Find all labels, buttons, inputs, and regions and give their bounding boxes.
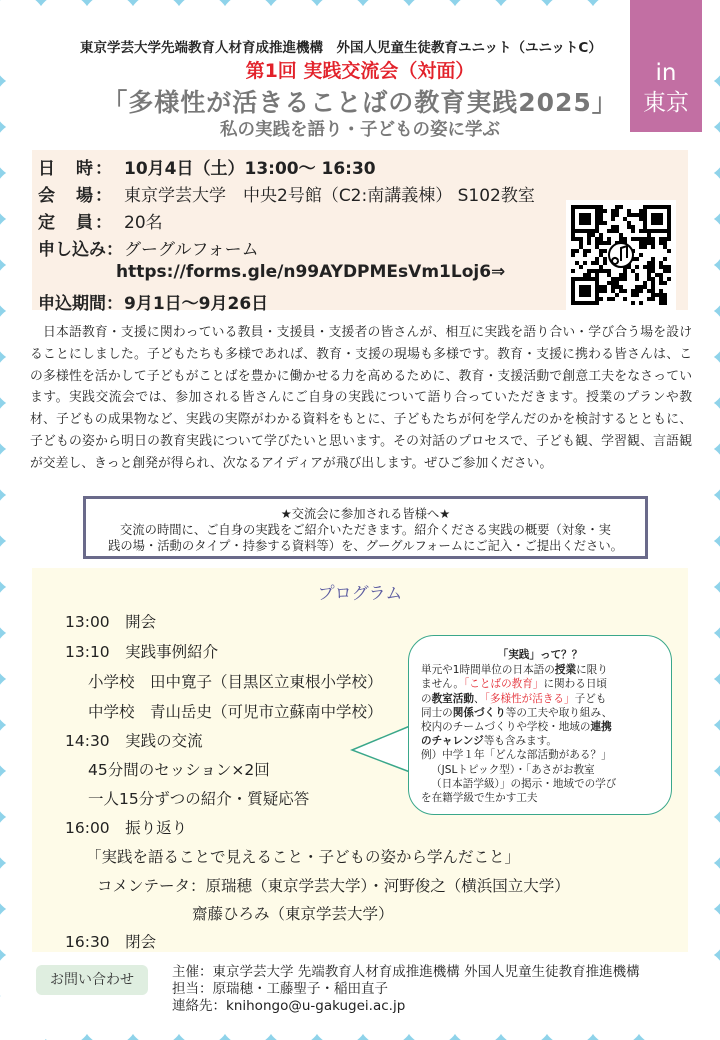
program-item: 小学校 田中寛子（目黒区立東根小学校） <box>88 673 383 691</box>
venue-value: 東京学芸大学 中央2号館（C2:南講義棟） S102教室 <box>124 186 535 206</box>
apply-url-link[interactable]: https://forms.gle/n99AYDPMEsVm1Loj6⇒ <box>116 262 506 282</box>
staff-line: 担当：原瑞穂・工藤聖子・稲田直子 <box>172 981 388 997</box>
speech-bubble-tail <box>350 720 414 780</box>
program-item: コメンテータ：原瑞穂（東京学芸大学）・河野俊之（横浜国立大学） <box>97 877 570 895</box>
bubble-line: （JSLトピック型）・「あさがお教室 <box>431 763 595 776</box>
capacity-row <box>38 208 163 233</box>
bubble-line: 単元や1時間単位の日本語の授業に限り <box>421 664 608 677</box>
period-value: 9月1日～9月26日 <box>124 294 269 314</box>
notice-title: ★交流会に参加される皆様へ★ <box>280 507 451 521</box>
notice-line-1: 交流の時間に、ご自身の実践をご紹介いただきます。紹介くださる実践の概要（対象・実 <box>120 523 611 537</box>
program-item: 45分間のセッション×2回 <box>88 761 270 779</box>
location-tag-city: 東京 <box>643 90 689 116</box>
venue-row <box>38 181 535 206</box>
jissen-explanation-bubble <box>408 635 672 815</box>
bubble-line: 同士の関係づくり等の工夫や取り組み、 <box>421 706 613 719</box>
apply-value: グーグルフォーム <box>124 240 259 260</box>
location-tag-in: in <box>655 60 677 86</box>
capacity-value: 20名 <box>124 213 163 233</box>
period-label: 申込期間： <box>38 294 123 314</box>
apply-label: 申し込み： <box>38 240 123 260</box>
program-item: 16:00 振り返り <box>65 819 188 837</box>
qr-code-graphic <box>566 200 676 310</box>
event-title: 第1回 実践交流会（対面） <box>245 60 475 82</box>
location-tag <box>630 0 702 132</box>
intro-paragraph: 日本語教育・支援に関わっている教員・支援員・支援者の皆さんが、相互に実践を語り合い・学び合う場を設けることにしました。子どもたちも多様であれば、教育・支援の現場も多様です。教育・支援に携わる皆さんは、この多様性を活かして子どもがことばを豊かに働かせる力を高めるために、教育・支援活動で創意工夫をなさっています。実践交流会では、参加される皆さんにご自身の実践について語り合っていただきます。授業のプランや教材、子どもの成果物など、実践の実際がわかる資料をもとに、子どもたちが何を学んだのかを検討するとともに、子どもの姿から明日の教育実践について学びたいと思います。その対話のプロセスで、子ども観、学習観、言語観が交差し、きっと創発が得られ、次なるアイディアが飛び出します。ぜひご参加ください。 <box>30 325 693 471</box>
qr-code[interactable] <box>566 200 676 310</box>
bubble-line: ません。「ことばの教育」に関わる日頃 <box>421 678 608 691</box>
event-subtitle: 私の実践を語り・子どもの姿に学ぶ <box>220 120 500 140</box>
capacity-label: 定 員： <box>38 213 114 233</box>
program-item: 中学校 青山岳史（可児市立蘇南中学校） <box>88 703 383 721</box>
bubble-line: 例）中学１年「どんな部活動がある？」 <box>421 749 612 762</box>
event-main-title: 「多様性が活きることばの教育実践2025」 <box>102 88 618 117</box>
bubble-line: （日本語学級）」の掲示・地域での学び <box>431 777 617 790</box>
participant-notice <box>83 496 648 559</box>
organization-line: 東京学芸大学先端教育人材育成推進機構 外国人児童生徒教育ユニット（ユニットC） <box>80 40 602 56</box>
apply-row <box>38 235 259 260</box>
program-item: 13:00 開会 <box>65 613 157 631</box>
bubble-line: のチャレンジ等も含みます。 <box>421 735 558 748</box>
host-line: 主催：東京学芸大学 先端教育人材育成推進機構 外国人児童生徒教育推進機構 <box>172 964 640 980</box>
date-row <box>38 154 376 179</box>
program-item: 一人15分ずつの紹介・質疑応答 <box>88 790 310 808</box>
bubble-line: 校内のチームづくりや学校・地域の連携 <box>421 721 612 734</box>
program-item: 14:30 実践の交流 <box>65 732 203 750</box>
program-item: 齋藤ひろみ（東京学芸大学） <box>192 905 394 923</box>
venue-label: 会 場： <box>38 186 114 206</box>
bubble-line: を在籍学級で生かす工夫 <box>421 792 538 805</box>
period-row <box>38 289 268 314</box>
program-title: プログラム <box>317 584 403 604</box>
program-item: 13:10 実践事例紹介 <box>65 643 219 661</box>
program-item: 16:30 閉会 <box>65 933 157 951</box>
email-link[interactable]: 連絡先：knihongo@u-gakugei.ac.jp <box>172 998 406 1014</box>
bubble-line: の教室活動、「多様性が活きる」子ども <box>421 692 607 705</box>
date-label: 日 時： <box>38 159 114 179</box>
date-value: 10月4日（土）13:00～ 16:30 <box>124 159 376 179</box>
notice-line-2: 践の場・活動のタイプ・持参する資料等）を、グーグルフォームにご記入・ご提出ください。 <box>108 539 623 553</box>
bubble-title: 「実践」って？？ <box>497 649 583 661</box>
contact-label: お問い合わせ <box>36 965 148 995</box>
program-item: 「実践を語ることで見えること・子どもの姿から学んだこと」 <box>86 848 521 866</box>
